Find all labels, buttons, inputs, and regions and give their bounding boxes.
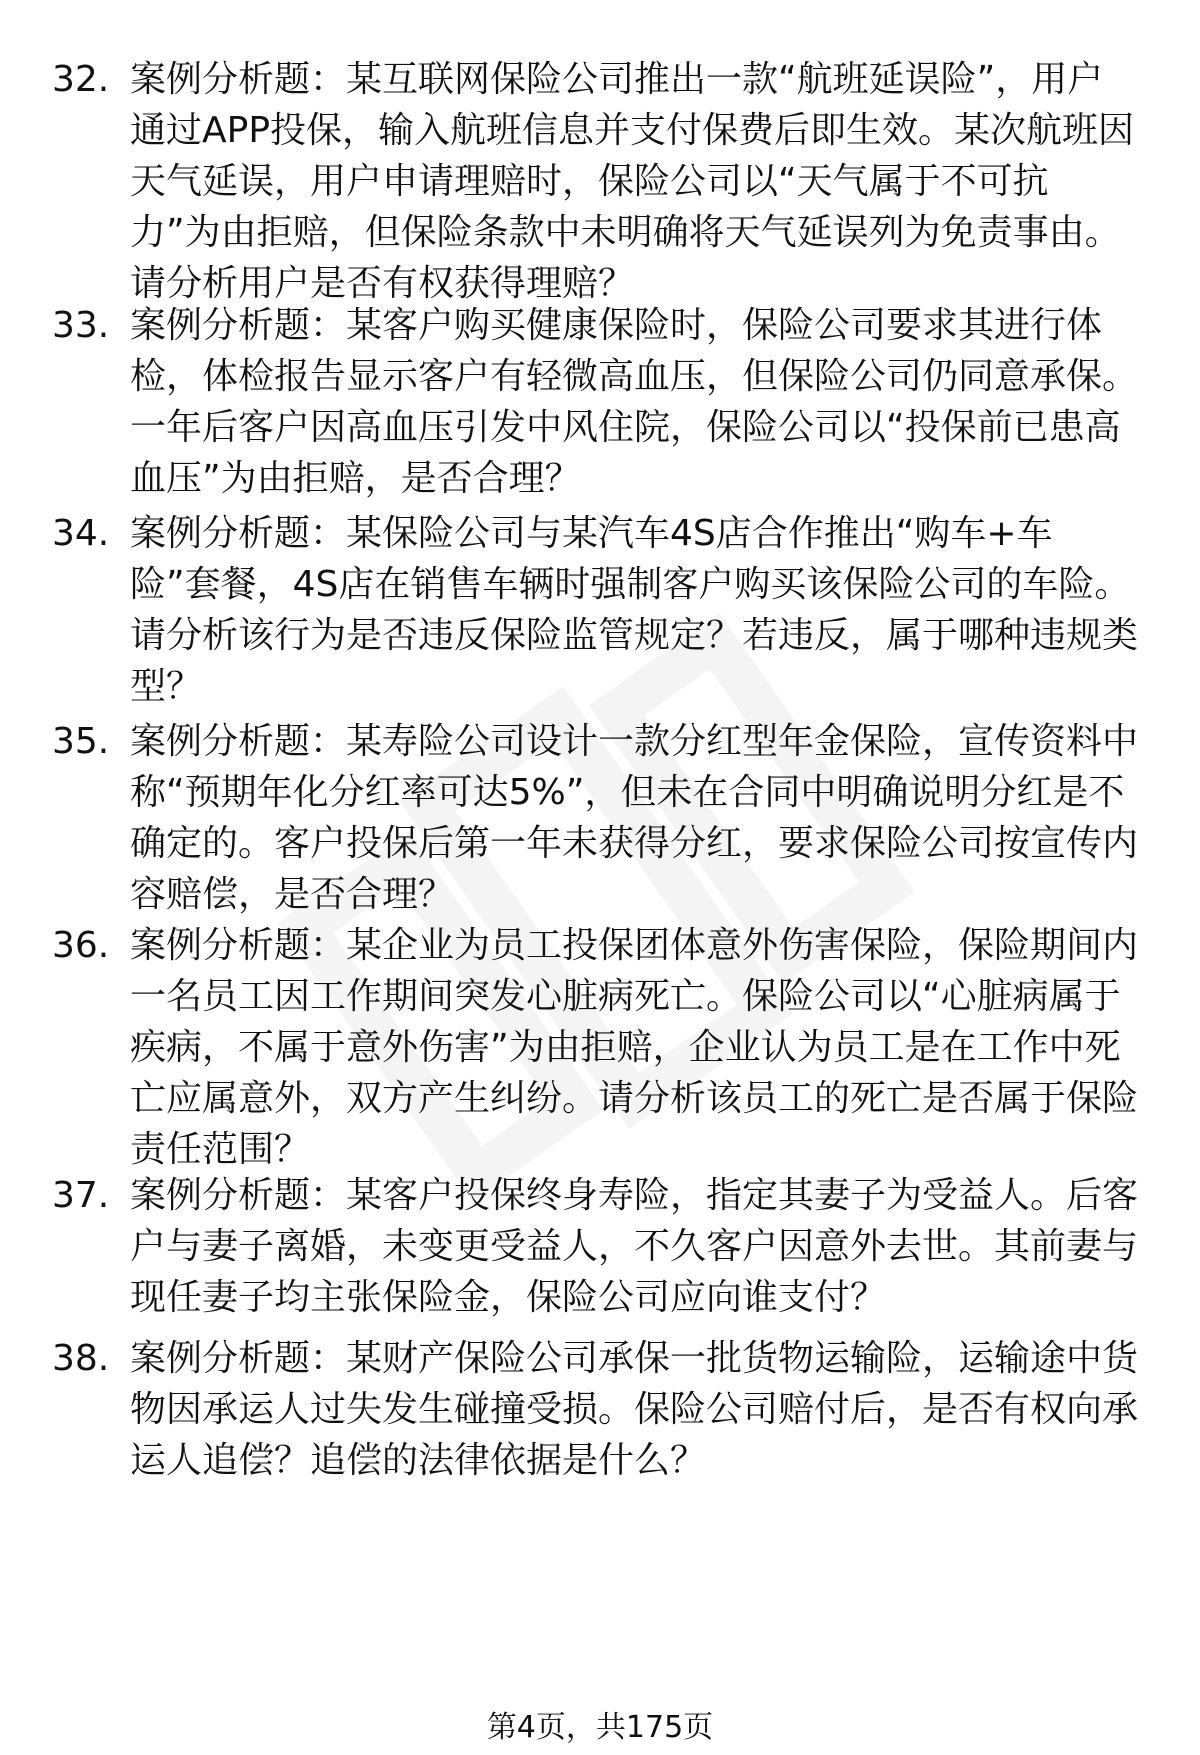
question-body — [130, 300, 1150, 504]
question-line: 力”为由拒赔，但保险条款中未明确将天气延误列为免责事由。 — [130, 212, 1121, 253]
question-line: 一年后客户因高血压引发中风住院，保险公司以“投保前已患高 — [130, 407, 1121, 448]
question-line: 亡应属意外，双方产生纠纷。请分析该员工的死亡是否属于保险 — [130, 1078, 1139, 1119]
question-line: 案例分析题：某寿险公司设计一款分红型年金保险，宣传资料中 — [130, 721, 1139, 762]
question-body — [130, 1170, 1150, 1323]
question-number: 34. — [52, 513, 110, 554]
question-line: 通过APP投保，输入航班信息并支付保费后即生效。某次航班因 — [130, 110, 1135, 151]
question-37 — [52, 1170, 1152, 1323]
question-line: 案例分析题：某客户投保终身寿险，指定其妻子为受益人。后客 — [130, 1175, 1139, 1216]
question-line: 案例分析题：某财产保险公司承保一批货物运输险，运输途中货 — [130, 1338, 1139, 1379]
question-38 — [52, 1333, 1152, 1486]
question-line: 容赔偿，是否合理？ — [130, 874, 455, 915]
page-number-footer: 第4页，共175页 — [486, 1710, 714, 1745]
question-33 — [52, 300, 1152, 504]
question-body — [130, 54, 1150, 309]
question-line: 运人追偿？追偿的法律依据是什么？ — [130, 1440, 707, 1481]
question-line: 血压”为由拒赔，是否合理？ — [130, 458, 581, 499]
question-line: 户与妻子离婚，未变更受益人，不久客户因意外去世。其前妻与 — [130, 1226, 1139, 1267]
question-number: 32. — [52, 59, 110, 100]
question-body — [130, 508, 1150, 712]
question-line: 称“预期年化分红率可达5%”，但未在合同中明确说明分红是不 — [130, 772, 1125, 813]
question-number: 38. — [52, 1338, 110, 1379]
question-body — [130, 920, 1150, 1175]
question-35 — [52, 716, 1152, 920]
question-line: 险”套餐，4S店在销售车辆时强制客户购买该保险公司的车险。 — [130, 564, 1131, 605]
question-line: 型？ — [130, 666, 203, 707]
question-line: 天气延误，用户申请理赔时，保险公司以“天气属于不可抗 — [130, 161, 1049, 202]
question-line: 物因承运人过失发生碰撞受损。保险公司赔付后，是否有权向承 — [130, 1389, 1139, 1430]
question-line: 责任范围？ — [130, 1129, 311, 1170]
question-34 — [52, 508, 1152, 712]
question-number: 33. — [52, 305, 110, 346]
question-line: 案例分析题：某企业为员工投保团体意外伤害保险，保险期间内 — [130, 925, 1139, 966]
question-line: 确定的。客户投保后第一年未获得分红，要求保险公司按宣传内 — [130, 823, 1139, 864]
question-line: 案例分析题：某互联网保险公司推出一款“航班延误险”，用户 — [130, 59, 1104, 100]
question-line: 案例分析题：某保险公司与某汽车4S店合作推出“购车+车 — [130, 513, 1053, 554]
question-line: 请分析该行为是否违反保险监管规定？若违反，属于哪种违规类 — [130, 615, 1139, 656]
question-line: 案例分析题：某客户购买健康保险时，保险公司要求其进行体 — [130, 305, 1103, 346]
question-line: 疾病，不属于意外伤害”为由拒赔，企业认为员工是在工作中死 — [130, 1027, 1121, 1068]
question-line: 检，体检报告显示客户有轻微高血压，但保险公司仍同意承保。 — [130, 356, 1139, 397]
question-body — [130, 1333, 1150, 1486]
question-36 — [52, 920, 1152, 1175]
question-body — [130, 716, 1150, 920]
question-number: 37. — [52, 1175, 110, 1216]
question-line: 请分析用户是否有权获得理赔？ — [130, 263, 635, 304]
question-line: 现任妻子均主张保险金，保险公司应向谁支付？ — [130, 1277, 887, 1318]
question-number: 36. — [52, 925, 110, 966]
question-number: 35. — [52, 721, 110, 762]
question-line: 一名员工因工作期间突发心脏病死亡。保险公司以“心脏病属于 — [130, 976, 1121, 1017]
question-32 — [52, 54, 1152, 309]
